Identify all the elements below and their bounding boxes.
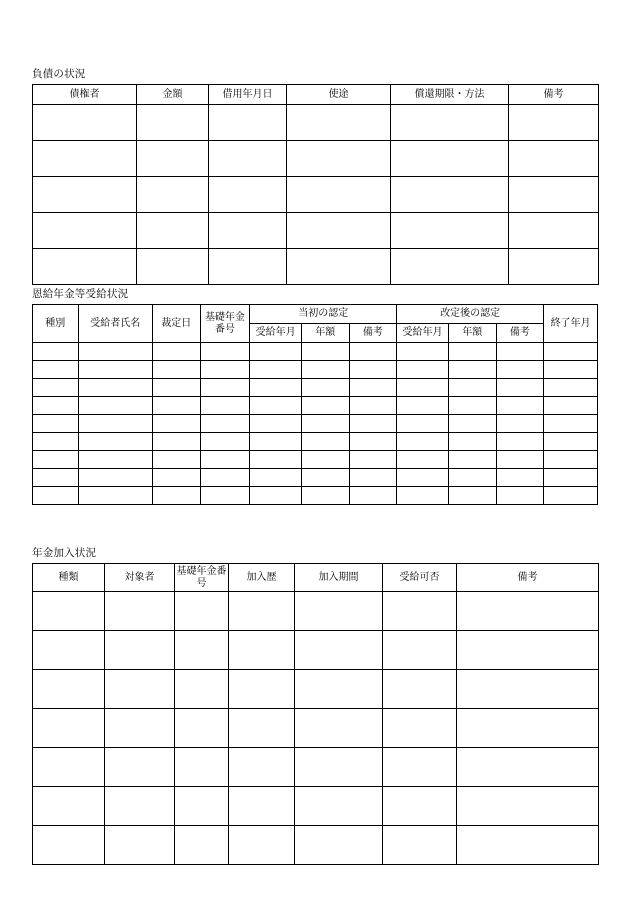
cell-type[interactable] — [33, 487, 79, 505]
cell-borrow-date[interactable] — [209, 105, 287, 141]
cell-end-month[interactable] — [544, 469, 598, 487]
cell-kind[interactable] — [33, 826, 105, 865]
cell-enrollment-period[interactable] — [295, 748, 383, 787]
cell-borrow-date[interactable] — [209, 141, 287, 177]
cell-repayment[interactable] — [391, 177, 509, 213]
cell-end-month[interactable] — [544, 487, 598, 505]
cell-enrollment-period[interactable] — [295, 709, 383, 748]
cell-eligibility[interactable] — [383, 592, 457, 631]
cell-initial-annual-amount[interactable] — [302, 451, 350, 469]
cell-end-month[interactable] — [544, 361, 598, 379]
column-header-subject: 対象者 — [105, 564, 175, 592]
section-title-debt: 負債の状況 — [32, 69, 86, 80]
cell-amount[interactable] — [137, 105, 209, 141]
cell-amount[interactable] — [137, 177, 209, 213]
cell-remarks[interactable] — [509, 105, 599, 141]
cell-remarks[interactable] — [509, 213, 599, 249]
cell-revised-remarks[interactable] — [496, 469, 544, 487]
table-row — [33, 105, 599, 141]
cell-initial-annual-amount[interactable] — [302, 361, 350, 379]
cell-purpose[interactable] — [287, 177, 391, 213]
cell-decision-date[interactable] — [153, 379, 201, 397]
cell-revised-receipt-month[interactable] — [397, 487, 449, 505]
cell-revised-remarks[interactable] — [496, 379, 544, 397]
cell-initial-receipt-month[interactable] — [250, 451, 302, 469]
cell-revised-remarks[interactable] — [496, 397, 544, 415]
cell-amount[interactable] — [137, 141, 209, 177]
cell-initial-remarks[interactable] — [349, 469, 397, 487]
cell-revised-receipt-month[interactable] — [397, 469, 449, 487]
cell-subject[interactable] — [105, 631, 175, 670]
cell-repayment[interactable] — [391, 213, 509, 249]
column-header-borrow-date: 借用年月日 — [209, 85, 287, 105]
column-header-revised-annual-amount: 年額 — [448, 324, 496, 343]
column-header-eligibility: 受給可否 — [383, 564, 457, 592]
cell-initial-receipt-month[interactable] — [250, 469, 302, 487]
cell-kind[interactable] — [33, 592, 105, 631]
cell-initial-annual-amount[interactable] — [302, 379, 350, 397]
cell-initial-receipt-month[interactable] — [250, 379, 302, 397]
cell-end-month[interactable] — [544, 379, 598, 397]
cell-subject[interactable] — [105, 709, 175, 748]
cell-purpose[interactable] — [287, 213, 391, 249]
cell-initial-annual-amount[interactable] — [302, 433, 350, 451]
cell-type[interactable] — [33, 415, 79, 433]
cell-kind[interactable] — [33, 631, 105, 670]
cell-initial-remarks[interactable] — [349, 361, 397, 379]
cell-initial-annual-amount[interactable] — [302, 469, 350, 487]
cell-enrollment-history[interactable] — [229, 709, 295, 748]
cell-initial-annual-amount[interactable] — [302, 487, 350, 505]
cell-end-month[interactable] — [544, 433, 598, 451]
cell-basic-pension-number[interactable] — [200, 433, 250, 451]
cell-initial-remarks[interactable] — [349, 433, 397, 451]
table-header-row — [33, 85, 599, 105]
table-row — [33, 631, 599, 670]
cell-remarks[interactable] — [457, 709, 599, 748]
cell-basic-pension-number[interactable] — [175, 670, 229, 709]
cell-initial-remarks[interactable] — [349, 343, 397, 361]
column-header-remarks: 備考 — [509, 85, 599, 105]
column-header-end-month: 終了年月 — [544, 305, 598, 343]
cell-revised-remarks[interactable] — [496, 487, 544, 505]
cell-recipient-name[interactable] — [78, 469, 153, 487]
cell-basic-pension-number[interactable] — [200, 379, 250, 397]
cell-type[interactable] — [33, 361, 79, 379]
column-header-amount: 金額 — [137, 85, 209, 105]
cell-initial-receipt-month[interactable] — [250, 397, 302, 415]
cell-revised-remarks[interactable] — [496, 361, 544, 379]
cell-kind[interactable] — [33, 670, 105, 709]
cell-remarks[interactable] — [457, 787, 599, 826]
table-row — [33, 249, 599, 285]
cell-basic-pension-number[interactable] — [200, 469, 250, 487]
column-header-kind: 種類 — [33, 564, 105, 592]
cell-remarks[interactable] — [509, 141, 599, 177]
column-header-initial-remarks: 備考 — [349, 324, 397, 343]
table-row — [33, 826, 599, 865]
cell-enrollment-period[interactable] — [295, 631, 383, 670]
table-row — [33, 787, 599, 826]
cell-remarks[interactable] — [457, 631, 599, 670]
table-row — [33, 415, 598, 433]
cell-enrollment-history[interactable] — [229, 826, 295, 865]
cell-repayment[interactable] — [391, 105, 509, 141]
cell-recipient-name[interactable] — [78, 451, 153, 469]
cell-basic-pension-number[interactable] — [175, 826, 229, 865]
cell-subject[interactable] — [105, 592, 175, 631]
column-header-decision-date: 裁定日 — [153, 305, 201, 343]
cell-type[interactable] — [33, 343, 79, 361]
cell-enrollment-period[interactable] — [295, 670, 383, 709]
column-header-basic-pension-number: 基礎年金番号 — [200, 305, 250, 343]
cell-eligibility[interactable] — [383, 787, 457, 826]
cell-basic-pension-number[interactable] — [175, 592, 229, 631]
table-header-row — [33, 564, 599, 592]
cell-remarks[interactable] — [509, 177, 599, 213]
table-row — [33, 343, 598, 361]
table-row — [33, 469, 598, 487]
cell-remarks[interactable] — [457, 670, 599, 709]
cell-revised-receipt-month[interactable] — [397, 361, 449, 379]
column-group-header-revised-approval: 改定後の認定 — [397, 305, 544, 324]
cell-recipient-name[interactable] — [78, 343, 153, 361]
table-row — [33, 379, 598, 397]
cell-kind[interactable] — [33, 787, 105, 826]
cell-subject[interactable] — [105, 826, 175, 865]
cell-decision-date[interactable] — [153, 451, 201, 469]
cell-recipient-name[interactable] — [78, 379, 153, 397]
cell-decision-date[interactable] — [153, 361, 201, 379]
table-row — [33, 177, 599, 213]
cell-recipient-name[interactable] — [78, 433, 153, 451]
cell-initial-receipt-month[interactable] — [250, 343, 302, 361]
cell-initial-receipt-month[interactable] — [250, 361, 302, 379]
cell-decision-date[interactable] — [153, 469, 201, 487]
cell-creditor[interactable] — [33, 141, 137, 177]
cell-kind[interactable] — [33, 709, 105, 748]
cell-end-month[interactable] — [544, 415, 598, 433]
cell-revised-receipt-month[interactable] — [397, 397, 449, 415]
cell-subject[interactable] — [105, 670, 175, 709]
column-header-revised-receipt-month: 受給年月 — [397, 324, 449, 343]
cell-enrollment-history[interactable] — [229, 748, 295, 787]
section-pension-receipt — [32, 288, 598, 505]
cell-purpose[interactable] — [287, 141, 391, 177]
section-debt — [32, 68, 599, 285]
cell-purpose[interactable] — [287, 249, 391, 285]
column-header-creditor: 債権者 — [33, 85, 137, 105]
cell-initial-receipt-month[interactable] — [250, 415, 302, 433]
cell-type[interactable] — [33, 433, 79, 451]
cell-revised-receipt-month[interactable] — [397, 379, 449, 397]
cell-eligibility[interactable] — [383, 670, 457, 709]
table-header-row-group — [33, 305, 598, 324]
cell-decision-date[interactable] — [153, 487, 201, 505]
cell-basic-pension-number[interactable] — [200, 397, 250, 415]
cell-enrollment-history[interactable] — [229, 787, 295, 826]
table-row — [33, 487, 598, 505]
cell-enrollment-period[interactable] — [295, 592, 383, 631]
cell-remarks[interactable] — [509, 249, 599, 285]
table-row — [33, 213, 599, 249]
cell-recipient-name[interactable] — [78, 487, 153, 505]
column-group-header-initial-approval: 当初の認定 — [250, 305, 397, 324]
cell-enrollment-period[interactable] — [295, 826, 383, 865]
cell-decision-date[interactable] — [153, 433, 201, 451]
cell-enrollment-history[interactable] — [229, 670, 295, 709]
cell-kind[interactable] — [33, 748, 105, 787]
column-header-enrollment-period: 加入期間 — [295, 564, 383, 592]
cell-revised-remarks[interactable] — [496, 415, 544, 433]
cell-revised-annual-amount[interactable] — [448, 397, 496, 415]
column-header-initial-annual-amount: 年額 — [302, 324, 350, 343]
column-header-basic-pension-number: 基礎年金番号 — [175, 564, 229, 592]
cell-decision-date[interactable] — [153, 415, 201, 433]
cell-initial-remarks[interactable] — [349, 379, 397, 397]
cell-basic-pension-number[interactable] — [175, 787, 229, 826]
cell-eligibility[interactable] — [383, 709, 457, 748]
cell-type[interactable] — [33, 397, 79, 415]
column-header-remarks: 備考 — [457, 564, 599, 592]
cell-revised-receipt-month[interactable] — [397, 451, 449, 469]
cell-type[interactable] — [33, 451, 79, 469]
pension-receipt-table — [32, 304, 598, 505]
cell-eligibility[interactable] — [383, 748, 457, 787]
cell-revised-receipt-month[interactable] — [397, 415, 449, 433]
cell-revised-remarks[interactable] — [496, 451, 544, 469]
table-row — [33, 451, 598, 469]
table-row — [33, 141, 599, 177]
table-row — [33, 361, 598, 379]
cell-repayment[interactable] — [391, 141, 509, 177]
cell-basic-pension-number[interactable] — [175, 709, 229, 748]
cell-basic-pension-number[interactable] — [175, 631, 229, 670]
section-title-pension-enrollment: 年金加入状況 — [32, 548, 97, 559]
section-pension-enrollment — [32, 547, 599, 865]
cell-recipient-name[interactable] — [78, 361, 153, 379]
cell-borrow-date[interactable] — [209, 213, 287, 249]
cell-basic-pension-number[interactable] — [175, 748, 229, 787]
column-header-repayment: 償還期限・方法 — [391, 85, 509, 105]
column-header-initial-receipt-month: 受給年月 — [250, 324, 302, 343]
cell-purpose[interactable] — [287, 105, 391, 141]
cell-repayment[interactable] — [391, 249, 509, 285]
cell-enrollment-period[interactable] — [295, 787, 383, 826]
cell-revised-annual-amount[interactable] — [448, 361, 496, 379]
cell-initial-remarks[interactable] — [349, 397, 397, 415]
debt-table — [32, 84, 599, 285]
table-row — [33, 592, 599, 631]
cell-basic-pension-number[interactable] — [200, 487, 250, 505]
cell-subject[interactable] — [105, 748, 175, 787]
cell-recipient-name[interactable] — [78, 415, 153, 433]
cell-creditor[interactable] — [33, 213, 137, 249]
cell-enrollment-history[interactable] — [229, 592, 295, 631]
cell-end-month[interactable] — [544, 397, 598, 415]
section-title-pension-receipt: 恩給年金等受給状況 — [32, 289, 129, 300]
cell-revised-remarks[interactable] — [496, 433, 544, 451]
cell-revised-annual-amount[interactable] — [448, 379, 496, 397]
cell-revised-annual-amount[interactable] — [448, 487, 496, 505]
cell-basic-pension-number[interactable] — [200, 451, 250, 469]
column-header-recipient-name: 受給者氏名 — [78, 305, 153, 343]
cell-borrow-date[interactable] — [209, 249, 287, 285]
cell-revised-receipt-month[interactable] — [397, 433, 449, 451]
cell-revised-annual-amount[interactable] — [448, 415, 496, 433]
column-header-revised-remarks: 備考 — [496, 324, 544, 343]
cell-initial-receipt-month[interactable] — [250, 487, 302, 505]
column-header-purpose: 使途 — [287, 85, 391, 105]
cell-amount[interactable] — [137, 249, 209, 285]
cell-initial-receipt-month[interactable] — [250, 433, 302, 451]
cell-initial-remarks[interactable] — [349, 487, 397, 505]
column-header-enrollment-history: 加入歴 — [229, 564, 295, 592]
table-row — [33, 433, 598, 451]
cell-initial-annual-amount[interactable] — [302, 415, 350, 433]
cell-revised-remarks[interactable] — [496, 343, 544, 361]
cell-remarks[interactable] — [457, 592, 599, 631]
cell-initial-annual-amount[interactable] — [302, 397, 350, 415]
cell-subject[interactable] — [105, 787, 175, 826]
table-row — [33, 397, 598, 415]
cell-end-month[interactable] — [544, 451, 598, 469]
cell-initial-annual-amount[interactable] — [302, 343, 350, 361]
cell-recipient-name[interactable] — [78, 397, 153, 415]
cell-basic-pension-number[interactable] — [200, 361, 250, 379]
cell-revised-annual-amount[interactable] — [448, 433, 496, 451]
cell-basic-pension-number[interactable] — [200, 343, 250, 361]
cell-decision-date[interactable] — [153, 397, 201, 415]
column-header-type: 種別 — [33, 305, 79, 343]
cell-revised-receipt-month[interactable] — [397, 343, 449, 361]
cell-type[interactable] — [33, 469, 79, 487]
cell-creditor[interactable] — [33, 177, 137, 213]
cell-revised-annual-amount[interactable] — [448, 343, 496, 361]
cell-remarks[interactable] — [457, 748, 599, 787]
cell-basic-pension-number[interactable] — [200, 415, 250, 433]
cell-initial-remarks[interactable] — [349, 415, 397, 433]
table-row — [33, 748, 599, 787]
cell-revised-annual-amount[interactable] — [448, 451, 496, 469]
cell-borrow-date[interactable] — [209, 177, 287, 213]
cell-type[interactable] — [33, 379, 79, 397]
cell-creditor[interactable] — [33, 105, 137, 141]
cell-enrollment-history[interactable] — [229, 631, 295, 670]
cell-decision-date[interactable] — [153, 343, 201, 361]
cell-revised-annual-amount[interactable] — [448, 469, 496, 487]
cell-creditor[interactable] — [33, 249, 137, 285]
cell-amount[interactable] — [137, 213, 209, 249]
cell-end-month[interactable] — [544, 343, 598, 361]
cell-eligibility[interactable] — [383, 631, 457, 670]
cell-remarks[interactable] — [457, 826, 599, 865]
cell-eligibility[interactable] — [383, 826, 457, 865]
cell-initial-remarks[interactable] — [349, 451, 397, 469]
pension-enrollment-table — [32, 563, 599, 865]
table-row — [33, 709, 599, 748]
table-row — [33, 670, 599, 709]
